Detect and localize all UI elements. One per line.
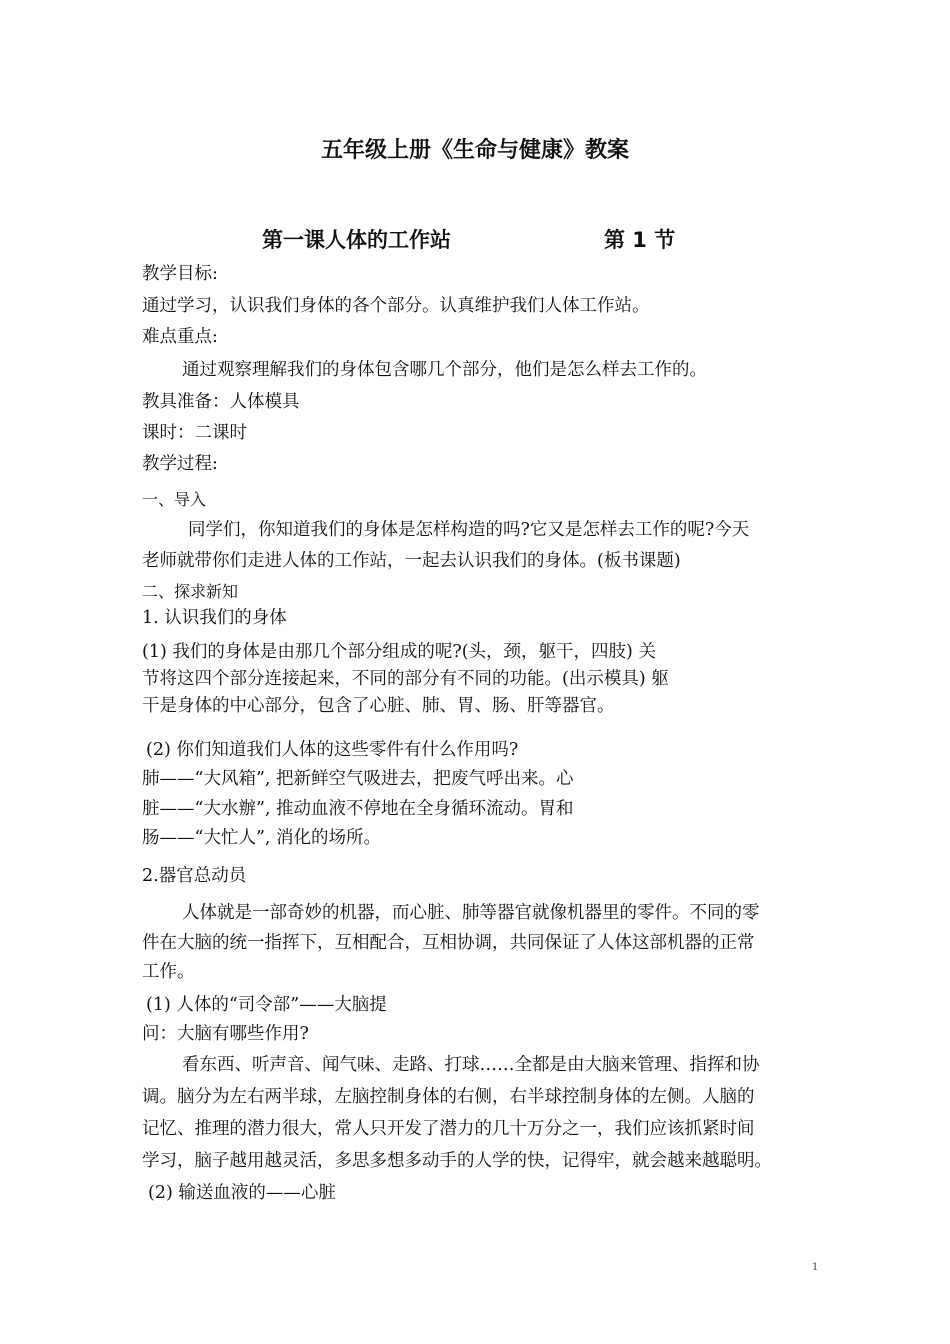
machine-paragraph-line-1: 人体就是一部奇妙的机器，而心脏、肺等器官就像机器里的零件。不同的零 [182, 903, 760, 923]
brain-heading: (1) 人体的“司令部”——大脑提 [146, 995, 387, 1015]
key-points-text: 通过观察理解我们的身体包含哪几个部分，他们是怎么样去工作的。 [182, 360, 707, 380]
organs-question: (2) 你们知道我们人体的这些零件有什么作用吗? [146, 740, 519, 760]
subsection-know-body: 1. 认识我们的身体 [142, 608, 287, 628]
brain-paragraph-line-1: 看东西、听声音、闻气味、走路、打球……全都是由大脑来管理、指挥和协 [182, 1055, 760, 1075]
organs-line-2: 脏——“大水辦”, 推动血液不停地在全身循环流动。胃和 [142, 799, 574, 819]
process-heading: 教学过程: [142, 454, 218, 474]
body-parts-line-1: (1) 我们的身体是由那几个部分组成的呢?(头，颈，躯干，四肢) 关 [142, 642, 656, 662]
objectives-heading: 教学目标: [142, 264, 218, 284]
intro-paragraph-line-2: 老师就带你们走进人体的工作站，一起去认识我们的身体。(板书课题) [142, 551, 681, 571]
brain-question: 问：大脑有哪些作用? [142, 1024, 309, 1044]
page-number: 1 [812, 1262, 819, 1273]
body-parts-line-2: 节将这四个部分连接起来，不同的部分有不同的功能。(出示模具) 躯 [142, 669, 669, 689]
machine-paragraph-line-2: 件在大脑的统一指挥下，互相配合，互相协调，共同保证了人体这部机器的正常 [142, 933, 755, 953]
machine-paragraph-line-3: 工作。 [142, 962, 195, 982]
brain-paragraph-line-3: 记忆、推理的潜力很大，常人只开发了潜力的几十万分之一，我们应该抓紧时间 [142, 1119, 755, 1139]
lesson-section: 第 1 节 [604, 228, 676, 252]
intro-paragraph-line-1: 同学们，你知道我们的身体是怎样构造的吗?它又是怎样去工作的呢?今天 [188, 520, 750, 540]
objectives-text: 通过学习，认识我们身体的各个部分。认真维护我们人体工作站。 [142, 296, 650, 316]
brain-paragraph-line-4: 学习，脑子越用越灵活，多思多想多动手的人学的快，记得牢，就会越来越聪明。 [142, 1151, 772, 1171]
key-points-heading: 难点重点: [142, 327, 218, 347]
section-explore-heading: 二、探求新知 [142, 582, 239, 601]
subsection-organs-heading: 2.器官总动员 [142, 866, 247, 886]
heart-heading: (2) 输送血液的——心脏 [148, 1183, 336, 1203]
body-parts-line-3: 干是身体的中心部分，包含了心脏、肺、胃、肠、肝等器官。 [142, 696, 615, 716]
brain-paragraph-line-2: 调。脑分为左右两半球，左脑控制身体的右侧，右半球控制身体的左侧。人脑的 [142, 1087, 755, 1107]
lesson-title: 第一课人体的工作站 [262, 228, 451, 252]
duration-line: 课时：二课时 [142, 423, 247, 443]
organs-line-3: 肠——“大忙人”, 消化的场所。 [142, 828, 382, 848]
materials-line: 教具准备：人体模具 [142, 392, 300, 412]
document-title: 五年级上册《生命与健康》教案 [320, 138, 629, 163]
section-intro-heading: 一、导入 [142, 490, 207, 509]
organs-line-1: 肺——“大风箱”, 把新鲜空气吸进去，把废气呼出来。心 [142, 769, 574, 789]
